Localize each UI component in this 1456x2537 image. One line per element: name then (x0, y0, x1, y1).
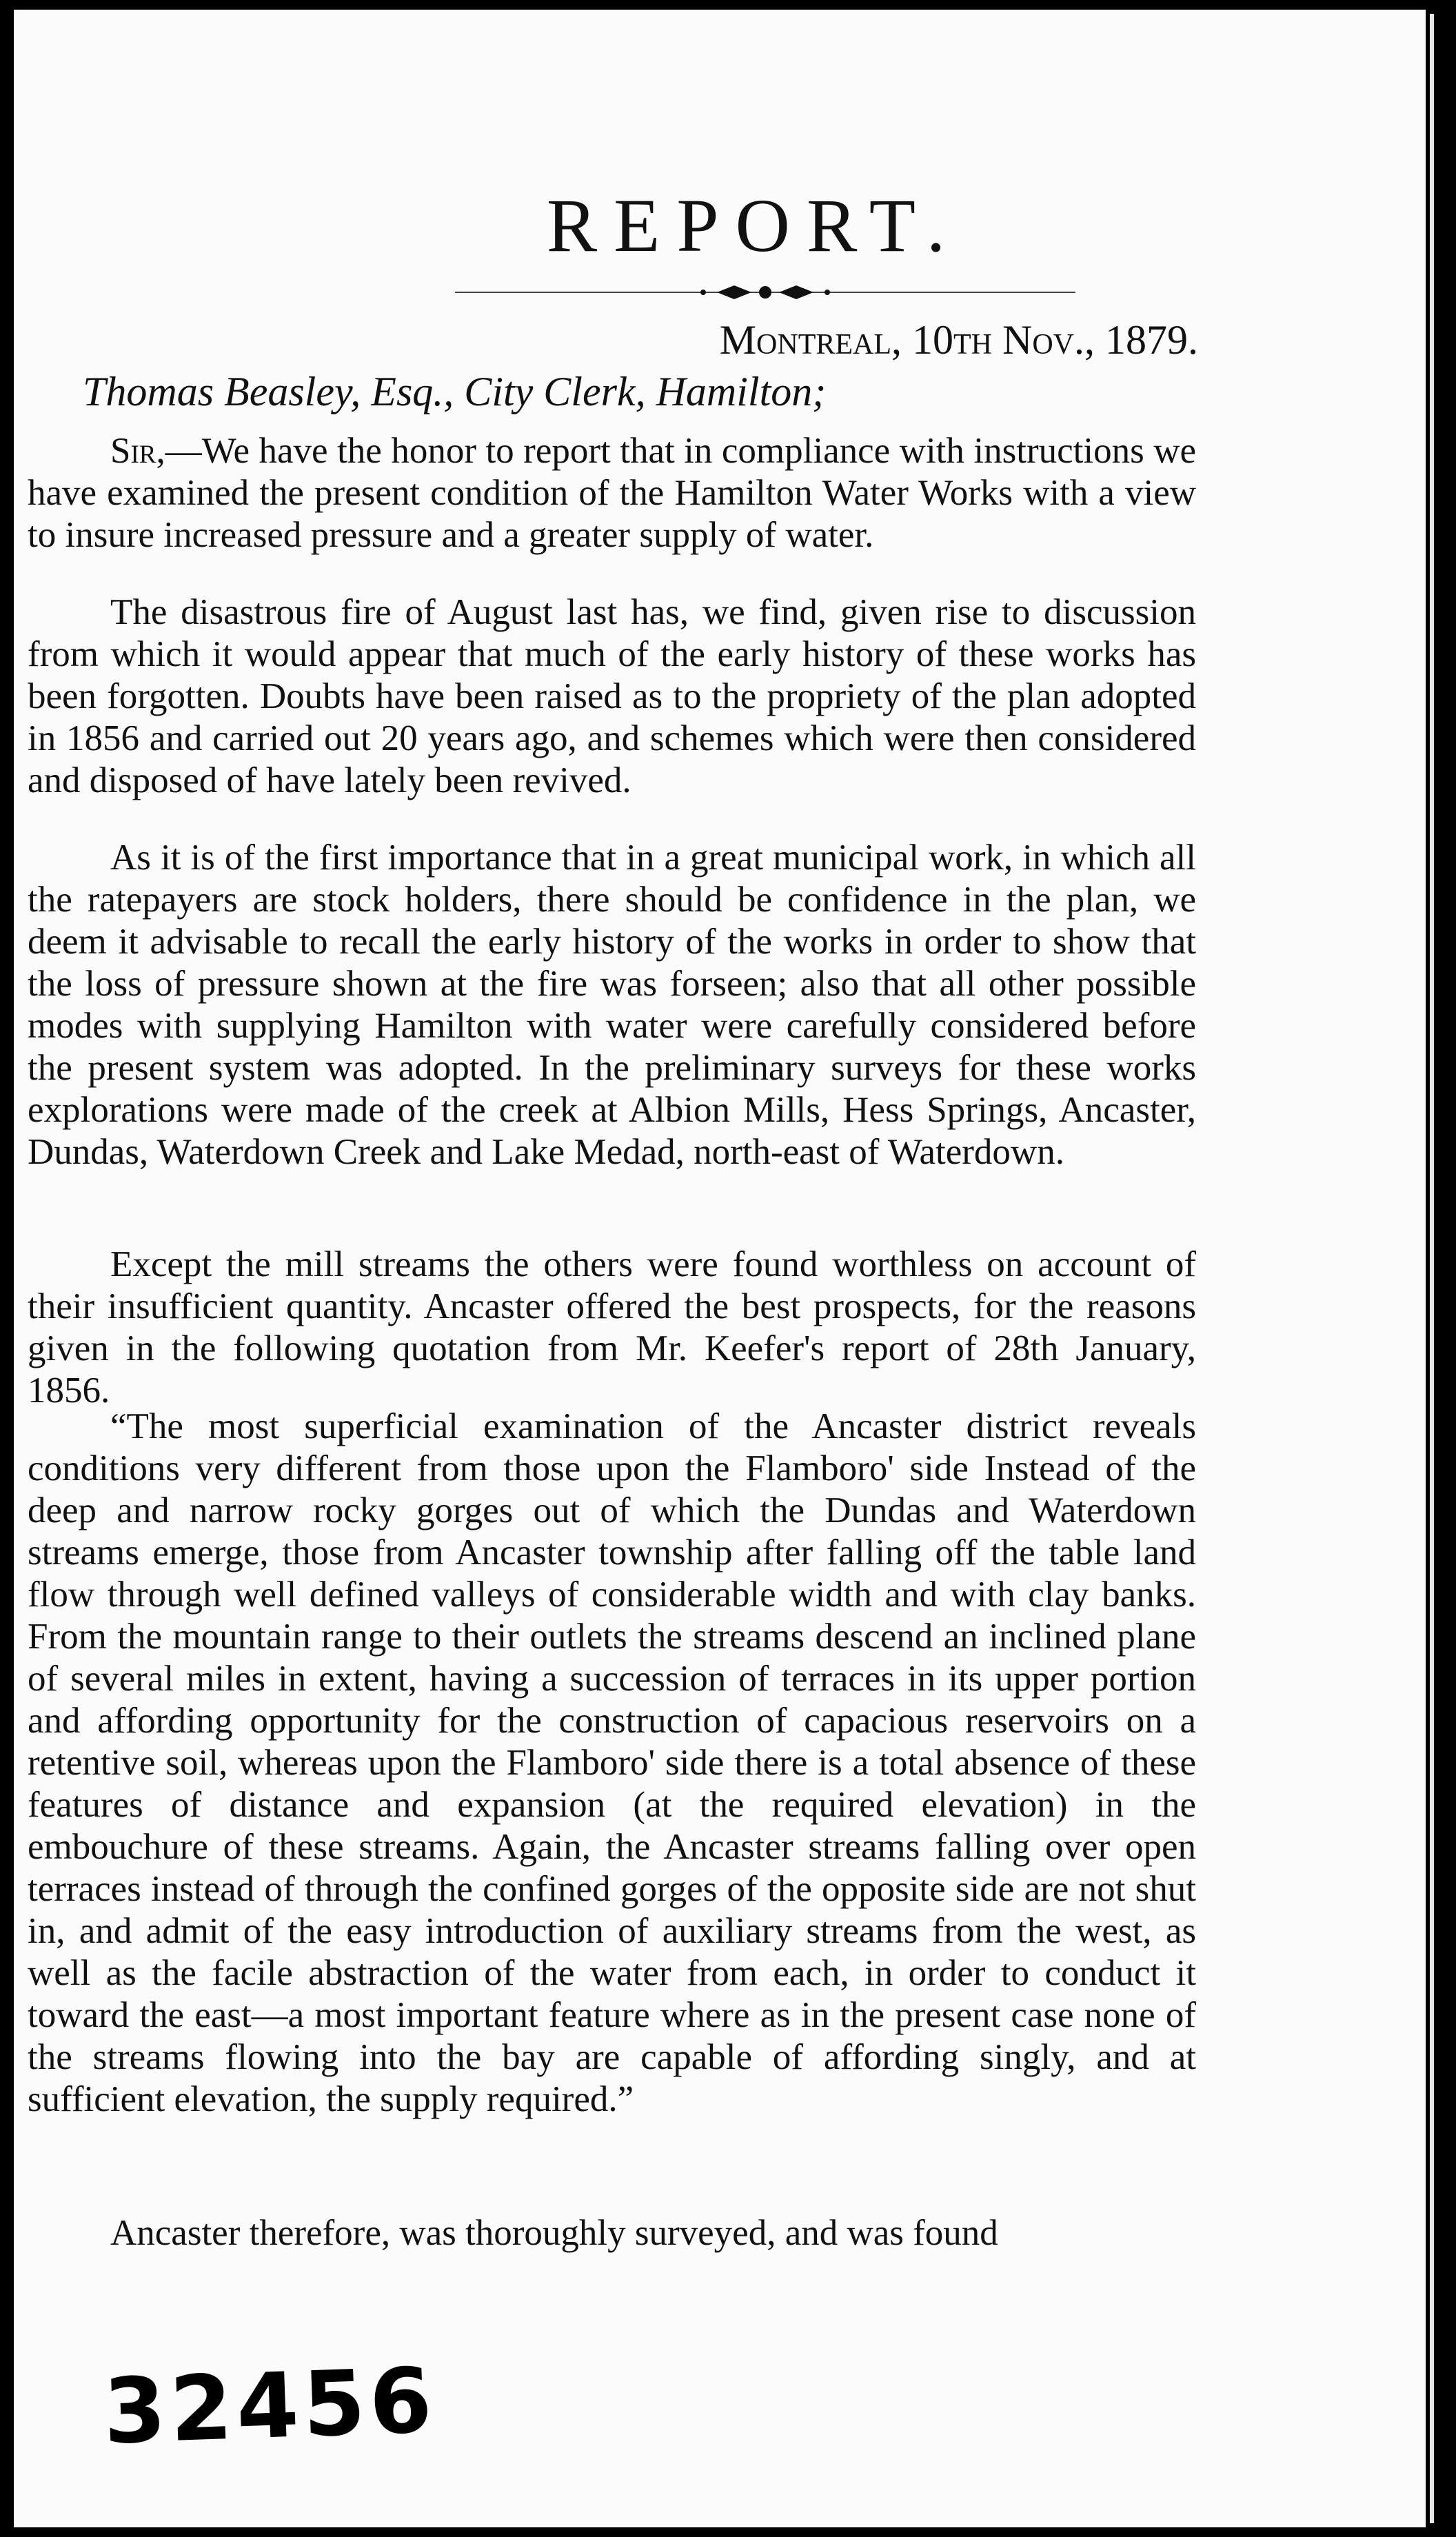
salutation: Sir, (110, 431, 165, 471)
paragraph-1-text: —We have the honor to report that in compliance with instructions we have examined the present condition of the Hamilton Water Works with a view to insure increased pressure and a greater supply of water. (28, 431, 1196, 555)
paragraph-1 (28, 430, 1196, 556)
ornament-divider (455, 282, 1075, 303)
paragraph-4: Except the mill streams the others were found worthless on account of their insufficient quantity. Ancaster offered the best prospects, for the reasons given in the following quotation from Mr. Keefer's report of 28th January, 1856. (28, 1244, 1196, 1411)
handwritten-catalog-number: 32456 (101, 2347, 438, 2465)
addressee-line: Thomas Beasley, Esq., City Clerk, Hamilton; (83, 369, 827, 414)
paragraph-5-quotation: “The most superficial examination of the Ancaster district reveals conditions very different from those upon the Flamboro' side Instead of the deep and narrow rocky gorges out of which the Dundas and Waterdown streams emerge, those from Ancaster township after falling off the table land flow through well defined valleys of considerable width and with clay banks. From the mountain range to their outlets the streams descend an inclined plane of several miles in extent, having a succession of terraces in its upper portion and affording opportunity for the construction of capacious reservoirs on a retentive soil, whereas upon the Flamboro' side there is a total absence of these features of distance and expansion (at the required elevation) in the embouchure of these streams. Again, the Ancaster streams falling over open terraces instead of through the confined gorges of the opposite side are not shut in, and admit of the easy introduction of auxiliary streams from the west, as well as the facile abstraction of the water from each, in order to conduct it toward the east—a most important feature where as in the present case none of the streams flowing into the bay are capable of affording singly, and at sufficient elevation, the supply required.” (28, 1406, 1196, 2119)
dateline: Montreal, 10th Nov., 1879. (719, 317, 1198, 363)
paragraph-3: As it is of the first importance that in a great municipal work, in which all the ratepayers are stock holders, there should be confidence in the plan, we deem it advisable to recall the early history of the works in order to show that the loss of pressure shown at the fire was forseen; also that all other possible modes with supplying Hamilton with water were carefully considered before the present system was adopted. In the preliminary surveys for these works explorations were made of the creek at Albion Mills, Hess Springs, Ancaster, Dundas, Waterdown Creek and Lake Medad, north-east of Waterdown. (28, 838, 1196, 1172)
document-title: REPORT. (546, 183, 962, 267)
document-page (14, 10, 1426, 2527)
paragraph-6: Ancaster therefore, was thoroughly surveyed, and was found (110, 2213, 998, 2253)
paragraph-2: The disastrous fire of August last has, we find, given rise to discussion from which it would appear that much of the early history of these works has been forgotten. Doubts have been raised as to the propriety of the plan adopted in 1856 and carried out 20 years ago, and schemes which were then considered and disposed of have lately been revived. (28, 592, 1196, 800)
scan-edge-line (1430, 14, 1434, 2523)
